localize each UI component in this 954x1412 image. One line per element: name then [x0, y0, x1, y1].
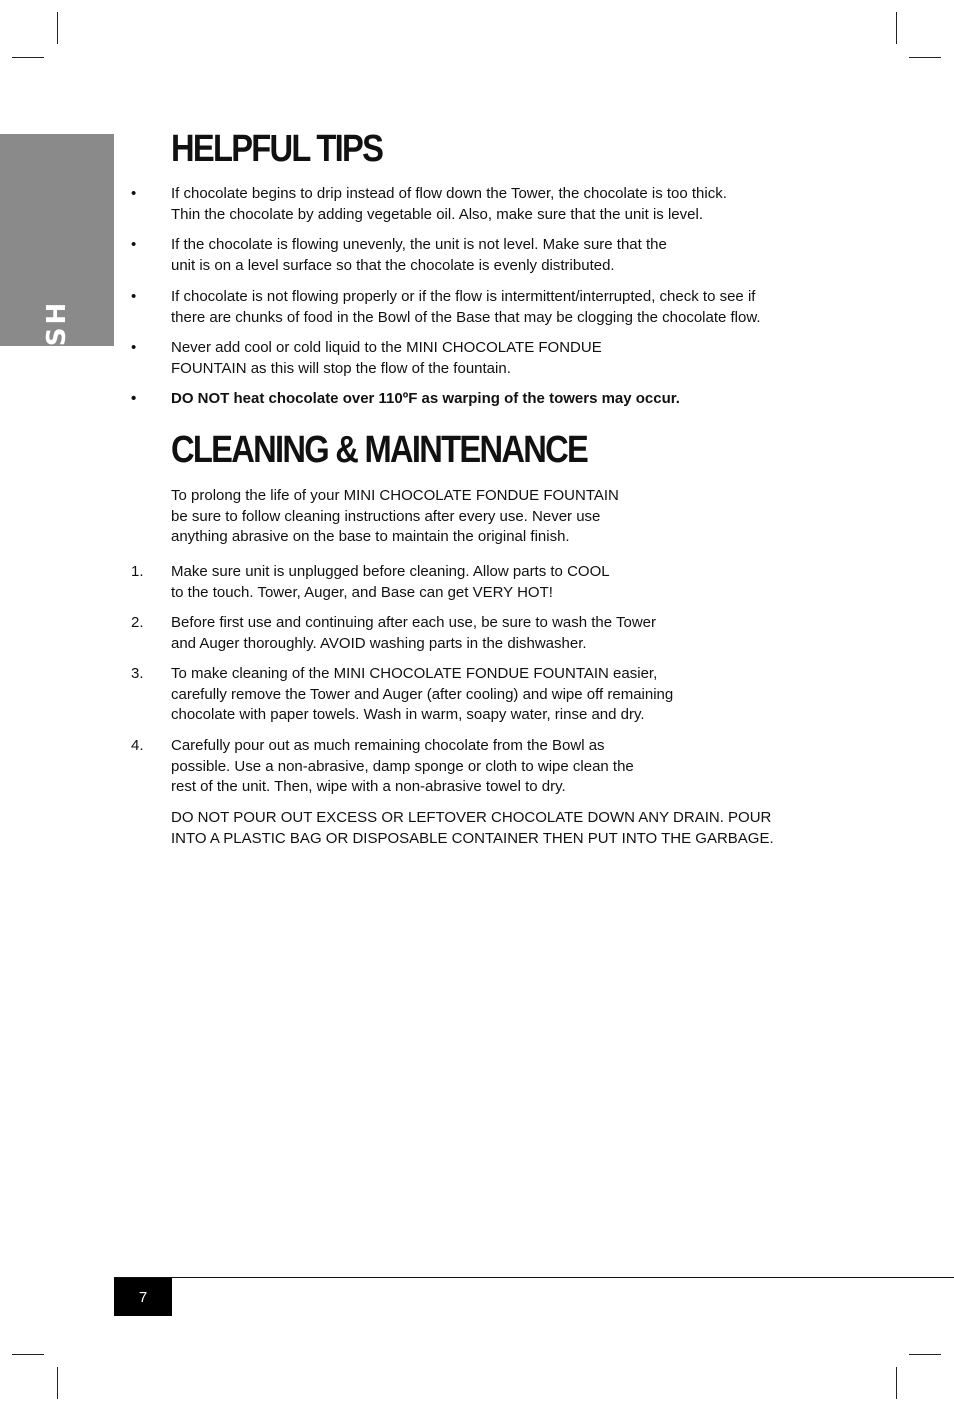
tip-line: there are chunks of food in the Bowl of the Base that may be clogging the chocolate flow. — [171, 308, 761, 326]
tip-line: Never add cool or cold liquid to the MINI CHOCOLATE FONDUE — [171, 339, 602, 356]
crop-mark — [909, 57, 941, 58]
crop-mark — [12, 1354, 44, 1355]
step-number: 4. — [131, 737, 144, 754]
bullet: • — [131, 390, 137, 407]
tip-line: DO NOT heat chocolate over 110ºF as warping of the towers may occur. — [171, 390, 680, 407]
cleaning-title: CLEANING & MAINTENANCE — [171, 429, 588, 471]
page-number: 7 — [114, 1278, 172, 1316]
step-text — [171, 664, 821, 726]
crop-mark — [57, 12, 58, 44]
step-line: to the touch. Tower, Auger, and Base can get VERY HOT! — [171, 583, 553, 601]
tip-line: Thin the chocolate by adding vegetable oil. Also, make sure that the unit is level. — [171, 205, 703, 223]
step-line: carefully remove the Tower and Auger (after cooling) and wipe off remaining — [171, 685, 674, 703]
step-text — [171, 562, 821, 603]
intro-line: anything abrasive on the base to maintain the original finish. — [171, 528, 570, 545]
tip-text — [171, 389, 821, 410]
step-line: chocolate with paper towels. Wash in warm, soapy water, rinse and dry. — [171, 706, 645, 723]
tip-line: unit is on a level surface so that the chocolate is evenly distributed. — [171, 256, 615, 274]
step-line: possible. Use a non-abrasive, damp sponge or cloth to wipe clean the — [171, 757, 634, 775]
step-line: Make sure unit is unplugged before cleaning. Allow parts to COOL — [171, 563, 610, 580]
helpful-tips-title: HELPFUL TIPS — [171, 128, 383, 170]
tip-text — [171, 338, 821, 379]
crop-mark — [57, 1367, 58, 1399]
step-line: Before first use and continuing after each use, be sure to wash the Tower — [171, 614, 657, 631]
step-number: 2. — [131, 614, 144, 631]
crop-mark — [896, 12, 897, 44]
step-line: Carefully pour out as much remaining chocolate from the Bowl as — [171, 737, 605, 754]
crop-mark — [12, 57, 44, 58]
bullet: • — [131, 288, 137, 305]
tip-line: If the chocolate is flowing unevenly, the unit is not level. Make sure that the — [171, 236, 667, 253]
bullet: • — [131, 185, 137, 202]
language-tab-label: ENGLISH — [42, 299, 72, 449]
footer-rule — [114, 1277, 954, 1278]
bullet: • — [131, 236, 137, 253]
step-text — [171, 736, 821, 798]
crop-mark — [896, 1367, 897, 1399]
step-line: To make cleaning of the MINI CHOCOLATE FONDUE FOUNTAIN easier, — [171, 665, 658, 682]
intro-line: To prolong the life of your MINI CHOCOLATE FONDUE FOUNTAIN — [171, 487, 619, 504]
cleaning-intro — [171, 486, 619, 548]
step-number: 1. — [131, 563, 144, 580]
tip-line: If chocolate is not flowing properly or if the flow is intermittent/interrupted, check to see if — [171, 288, 756, 305]
step-text — [171, 613, 821, 654]
warning-line: INTO A PLASTIC BAG OR DISPOSABLE CONTAINER THEN PUT INTO THE GARBAGE. — [171, 829, 774, 847]
drain-warning — [171, 808, 774, 849]
step-line: rest of the unit. Then, wipe with a non-abrasive towel to dry. — [171, 778, 566, 795]
tip-text — [171, 287, 821, 328]
tip-text — [171, 235, 821, 276]
language-tab — [0, 134, 114, 449]
crop-mark — [909, 1354, 941, 1355]
step-line: and Auger thoroughly. AVOID washing parts in the dishwasher. — [171, 634, 587, 652]
warning-line: DO NOT POUR OUT EXCESS OR LEFTOVER CHOCOLATE DOWN ANY DRAIN. POUR — [171, 809, 772, 826]
tip-line: If chocolate begins to drip instead of flow down the Tower, the chocolate is too thick. — [171, 185, 727, 202]
intro-line: be sure to follow cleaning instructions after every use. Never use — [171, 507, 601, 525]
tip-line: FOUNTAIN as this will stop the flow of the fountain. — [171, 359, 511, 377]
tip-text — [171, 184, 821, 225]
bullet: • — [131, 339, 137, 356]
step-number: 3. — [131, 665, 144, 682]
